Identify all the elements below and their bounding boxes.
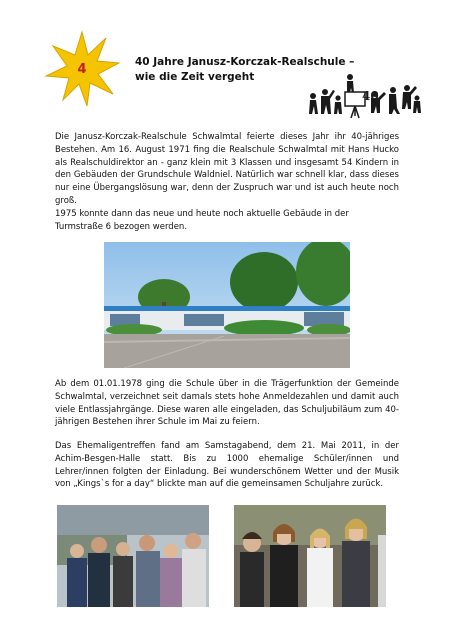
paragraph-sponsorship: Ab dem 01.01.1978 ging die Schule über in die Trägerfunktion der Gemeinde Schwalmtal, verzeichnet seit damals stets hohe Anmeldezahlen und damit auch viele Entlassjahrgänge. Diese waren alle eingeladen, das Schuljubiläum zum 40-jährigen Bestehen ihrer Schule im Mai zu feiern. — [55, 379, 399, 428]
reunion-guests-photo-left — [57, 505, 209, 607]
jubilee-logo — [305, 72, 423, 128]
silhouettes-logo-icon — [305, 72, 423, 128]
paragraph-new-building: 1975 konnte dann das neue und heute noch aktuelle Gebäude in der Turmstraße 6 bezogen werden. — [55, 209, 349, 232]
page-number-star — [43, 30, 121, 108]
paragraph-history: Die Janusz-Korczak-Realschule Schwalmtal feierte dieses Jahr ihr 40-jähriges Bestehen. Am 16. August 1971 fing die Realschule Schwalmtal mit Hans Hucko als Realschuldirektor an - ganz klein mit 3 Klassen und insgesamt 54 Kindern in den Gebäuden der Grundschule Waldniel. Natürlich war schnell klar, dass dieses nur eine Übergangslösung war, denn der Zuspruch war und ist auch heute noch groß. — [55, 132, 399, 206]
title-line-2: wie die Zeit vergeht — [135, 71, 255, 83]
logo-number: 40 — [362, 89, 379, 103]
reunion-guests-photo-right — [234, 505, 386, 607]
school-building-photo — [104, 242, 350, 368]
title-line-1: 40 Jahre Janusz-Korczak-Realschule – — [135, 56, 355, 68]
page-number: 4 — [77, 61, 87, 77]
paragraph-reunion: Das Ehemaligentreffen fand am Samstagabend, dem 21. Mai 2011, in der Achim-Besgen-Halle statt. Bis zu 1000 ehemalige Schüler/innen und Lehrer/innen folgten der Einladung. Bei wunderschönem Wetter und der Musik von „Kings`s for a day“ blickte man auf die gemeinsamen Schuljahre zurück. — [55, 441, 399, 490]
